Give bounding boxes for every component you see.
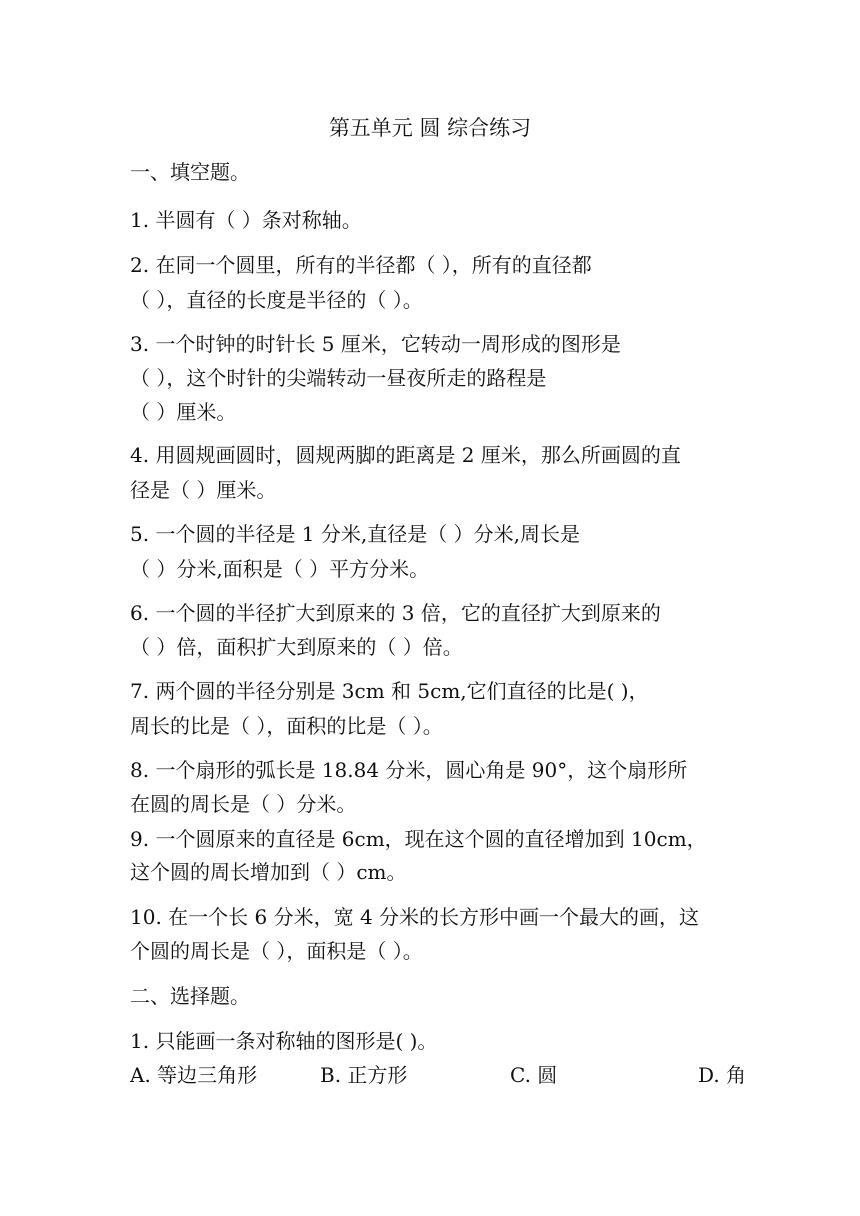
option-c: C. 圆 bbox=[510, 1063, 558, 1087]
question-line: 4. 用圆规画圆时，圆规两脚的距离是 2 厘米，那么所画圆的直 bbox=[130, 443, 681, 467]
question-line: 周长的比是（ ），面积的比是（ ）。 bbox=[130, 714, 443, 738]
question-line: （ ）倍，面积扩大到原来的（ ）倍。 bbox=[130, 635, 463, 659]
question-line: （ ），直径的长度是半径的（ ）。 bbox=[130, 288, 423, 312]
option-b: B. 正方形 bbox=[320, 1063, 408, 1087]
question-line: 在圆的周长是（ ）分米。 bbox=[130, 792, 357, 816]
question-line: （ ），这个时针的尖端转动一昼夜所走的路程是 bbox=[130, 366, 547, 390]
question-line: 2. 在同一个圆里，所有的半径都（ ），所有的直径都 bbox=[130, 253, 592, 277]
question-line: 这个圆的周长增加到（ ）cm。 bbox=[130, 860, 407, 884]
question-line: 3. 一个时钟的时针长 5 厘米，它转动一周形成的图形是 bbox=[130, 332, 621, 356]
question-line: 5. 一个圆的半径是 1 分米,直径是（ ）分米,周长是 bbox=[130, 522, 580, 546]
question-line: 1. 只能画一条对称轴的图形是( )。 bbox=[130, 1029, 438, 1053]
question-line: 1. 半圆有（ ）条对称轴。 bbox=[130, 208, 362, 232]
section-heading-fill-in: 一、填空题。 bbox=[130, 160, 250, 184]
question-line: 9. 一个圆原来的直径是 6cm，现在这个圆的直径增加到 10cm， bbox=[130, 827, 707, 851]
option-a: A. 等边三角形 bbox=[130, 1063, 258, 1087]
question-line: 径是（ ）厘米。 bbox=[130, 478, 277, 502]
question-line: 10. 在一个长 6 分米，宽 4 分米的长方形中画一个最大的画，这 bbox=[130, 905, 700, 929]
question-line: 8. 一个扇形的弧长是 18.84 分米，圆心角是 90°，这个扇形所 bbox=[130, 758, 688, 782]
question-line: （ ）厘米。 bbox=[130, 400, 237, 424]
question-line: （ ）分米,面积是（ ）平方分米。 bbox=[130, 557, 430, 581]
option-d: D. 角 bbox=[698, 1063, 747, 1087]
question-line: 6. 一个圆的半径扩大到原来的 3 倍，它的直径扩大到原来的 bbox=[130, 601, 661, 625]
page-title: 第五单元 圆 综合练习 bbox=[328, 116, 532, 140]
question-line: 7. 两个圆的半径分别是 3cm 和 5cm,它们直径的比是( )， bbox=[130, 679, 649, 703]
question-line: 个圆的周长是（ ），面积是（ ）。 bbox=[130, 939, 423, 963]
section-heading-choice: 二、选择题。 bbox=[130, 984, 250, 1008]
